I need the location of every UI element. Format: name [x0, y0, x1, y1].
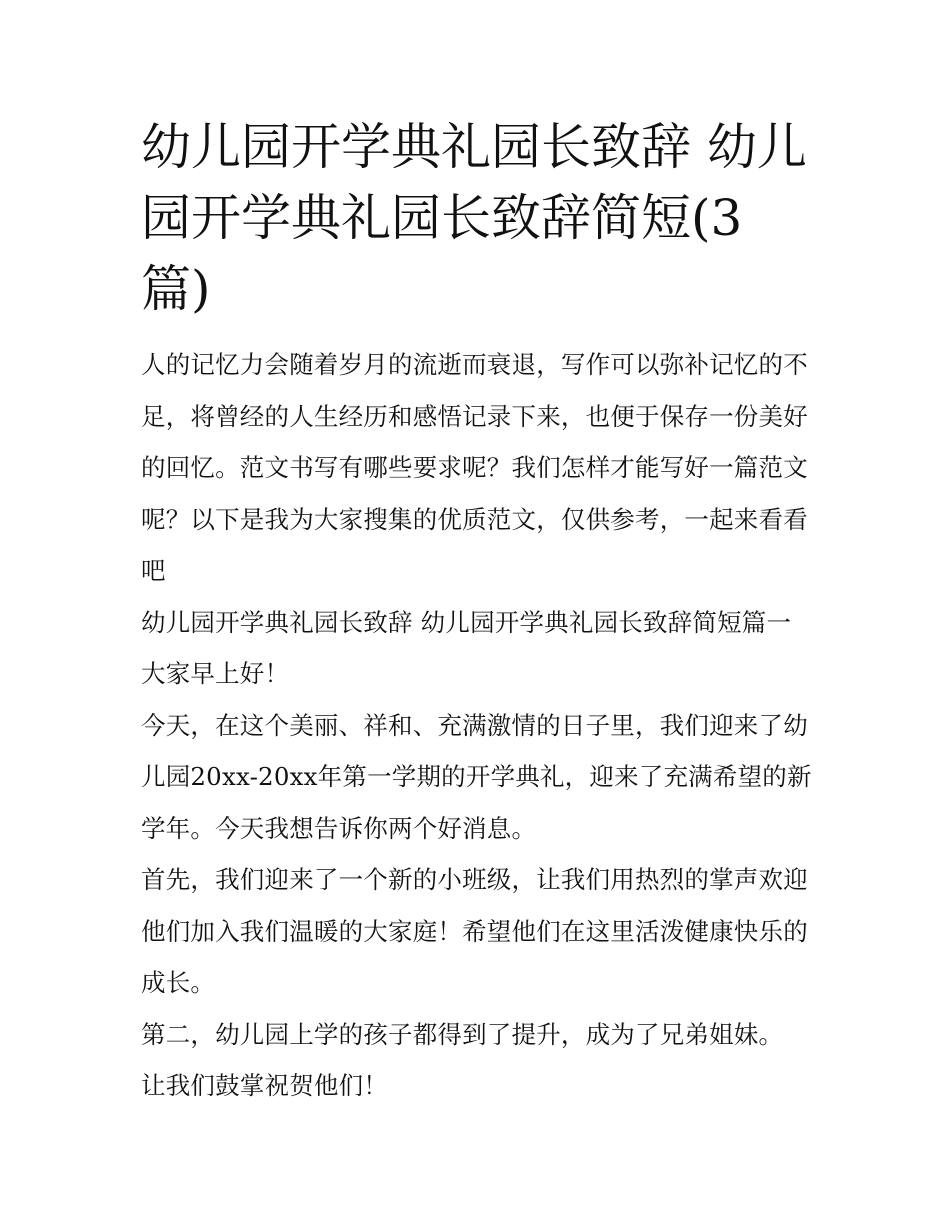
text-line: 首先，我们迎来了一个新的小班级，让我们用热烈的掌声欢迎: [141, 865, 808, 894]
text-line: 幼儿园开学典礼园长致辞 幼儿园开学典礼园长致辞简短篇一: [141, 607, 792, 637]
body-paragraph: [141, 854, 813, 1009]
intro-paragraph: [141, 339, 813, 597]
text-line: 成长。: [141, 968, 216, 997]
body-paragraph: [141, 1060, 813, 1112]
text-line: 今天，在这个美丽、祥和、充满激情的日子里，我们迎来了幼: [141, 710, 808, 740]
text-line: 让我们鼓掌祝贺他们！: [141, 1071, 388, 1100]
section-heading-paragraph: [141, 597, 813, 649]
body-paragraph: [141, 700, 813, 855]
text-line: 大家早上好！: [141, 659, 290, 688]
title-line: 篇): [141, 260, 211, 318]
text-line: 足，将曾经的人生经历和感悟记录下来，也便于保存一份美好: [141, 401, 808, 431]
document-title: [141, 112, 813, 325]
text-line: 人的记忆力会随着岁月的流逝而衰退，写作可以弥补记忆的不: [141, 350, 808, 379]
text-line: 吧: [141, 556, 166, 585]
text-line: 第二，幼儿园上学的孩子都得到了提升，成为了兄弟姐妹。: [141, 1019, 784, 1049]
text-line: 儿园20xx-20xx年第一学期的开学典礼，迎来了充满希望的新: [141, 762, 812, 791]
text-line: 他们加入我们温暖的大家庭！希望他们在这里活泼健康快乐的: [141, 916, 808, 946]
title-line: 幼儿园开学典礼园长致辞 幼儿: [141, 118, 807, 176]
title-line: 园开学典礼园长致辞简短(3: [141, 189, 743, 247]
greeting-paragraph: [141, 648, 813, 700]
text-line: 呢？以下是我为大家搜集的优质范文，仅供参考，一起来看看: [141, 504, 808, 534]
body-paragraph: [141, 1009, 813, 1061]
text-line: 学年。今天我想告诉你两个好消息。: [141, 813, 537, 843]
document-page: [141, 112, 813, 1112]
text-line: 的回忆。范文书写有哪些要求呢？我们怎样才能写好一篇范文: [141, 453, 808, 482]
